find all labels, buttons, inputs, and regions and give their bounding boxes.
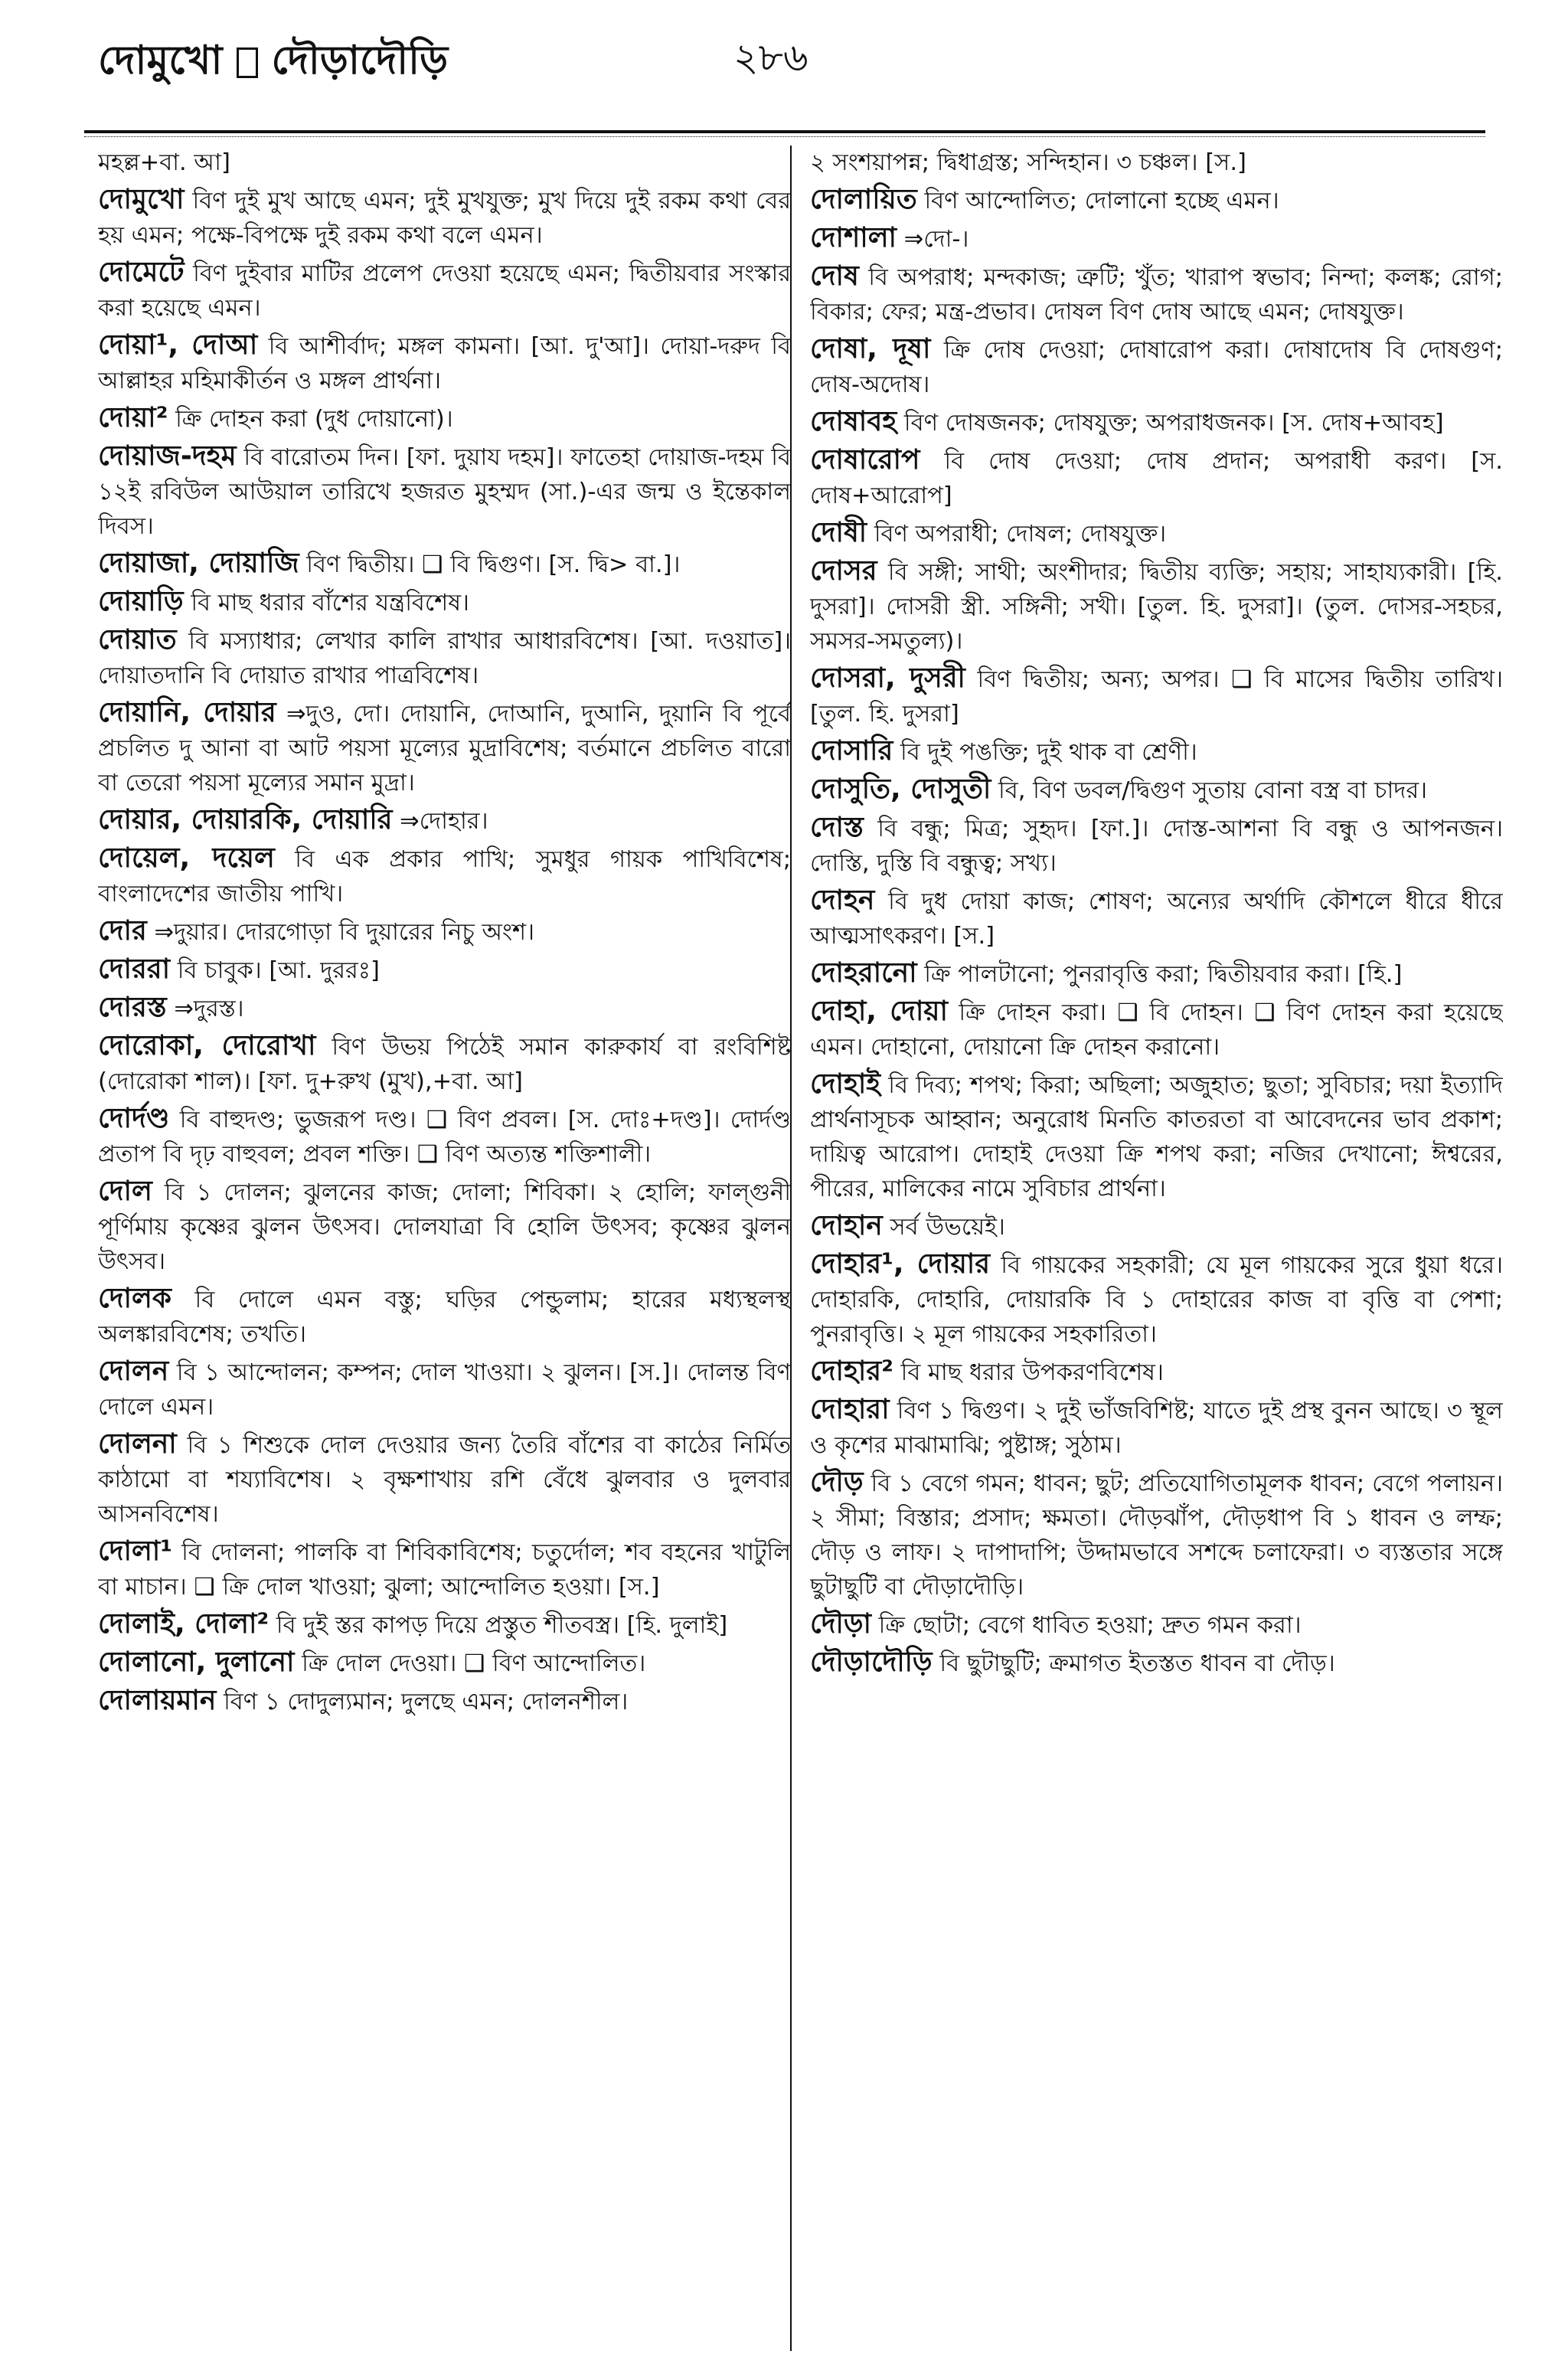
dictionary-entry <box>98 990 791 1026</box>
dictionary-entry <box>98 952 791 988</box>
entry-definition: ক্রি দোহন করা (দুধ দোয়ানো)। <box>175 406 453 433</box>
entry-headword: দোলন <box>98 1355 169 1387</box>
dictionary-entry <box>98 1281 791 1352</box>
left-guide-word: দোমুখো দৌড়াদৌড়ি <box>98 38 449 83</box>
entry-definition: ক্রি দোল দেওয়া। ❑ বিণ আন্দোলিত। <box>302 1650 646 1677</box>
entry-headword: দোসুতি, দোসুতী <box>810 773 991 805</box>
dictionary-entry <box>98 1645 791 1681</box>
entry-headword: দোয়ানি, দোয়ার <box>98 697 276 728</box>
dictionary-entry <box>810 772 1503 808</box>
dictionary-entry <box>810 182 1503 218</box>
dictionary-entry <box>98 914 791 950</box>
dictionary-entry <box>810 146 1503 180</box>
separator-box-icon <box>237 47 258 78</box>
dictionary-entry <box>810 956 1503 992</box>
entry-definition: বি দুধ দোয়া কাজ; শোষণ; অন্যের অর্থাদি কৌশলে ধীরে ধীরে আত্মসাৎকরণ। [স.] <box>810 888 1503 950</box>
entry-definition: বি দোষ দেওয়া; দোষ প্রদান; অপরাধী করণ। [স. দোষ+আরোপ] <box>810 448 1503 509</box>
dictionary-entry <box>810 1208 1503 1244</box>
entry-headword: দোর্দণ্ড <box>98 1103 170 1134</box>
entry-headword: দোসারি <box>810 735 893 767</box>
entry-headword: দোরোকা, দোরোখা <box>98 1030 316 1061</box>
dictionary-entry <box>810 734 1503 770</box>
entry-headword: দোষারোপ <box>810 444 920 476</box>
dictionary-entry <box>810 1067 1503 1206</box>
entry-definition: বিণ দুইবার মাটির প্রলেপ দেওয়া হয়েছে এমন; দ্বিতীয়বার সংস্কার করা হয়েছে এমন। <box>98 260 791 322</box>
entry-headword: দোষাবহ <box>810 406 897 437</box>
entry-definition: ⇒দুরস্ত। <box>174 996 244 1022</box>
entry-headword: দোশালা <box>810 222 897 253</box>
entry-headword: দৌড়া <box>810 1608 871 1640</box>
entry-headword: দোয়াজ-দহম <box>98 440 237 472</box>
entry-definition: বি এক প্রকার পাখি; সুমধুর গায়ক পাখিবিশেষ; বাংলাদেশের জাতীয় পাখি। <box>98 846 791 907</box>
dictionary-entry <box>98 255 791 325</box>
entry-definition: বিণ দুই মুখ আছে এমন; দুই মুখযুক্ত; মুখ দিয়ে দুই রকম কথা বের হয় এমন; পক্ষে-বিপক্ষে দুই রকম কথা বলে এমন। <box>98 188 791 249</box>
dictionary-entry <box>810 1392 1503 1463</box>
header-rule <box>84 130 1485 133</box>
entry-headword: দোয়া¹, দোআ <box>98 329 258 361</box>
entry-headword: দোয়াত <box>98 624 177 656</box>
entry-definition: বিণ উভয় পিঠেই সমান কারুকার্য বা রংবিশিষ্ট (দোরোকা শাল)। [ফা. দু+রুখ (মুখ),+বা. আ] <box>98 1034 791 1095</box>
entry-definition: ক্রি দোষ দেওয়া; দোষারোপ করা। দোষাদোষ বি দোষগুণ; দোষ-অদোষ। <box>810 337 1503 398</box>
dictionary-entry <box>98 1534 791 1604</box>
right-column <box>810 146 1503 2343</box>
entry-definition: বি দিব্য; শপথ; কিরা; অছিলা; অজুহাত; ছুতা; সুবিচার; দয়া ইত্যাদি প্রার্থনাসূচক আহ্বান; অনুরোধ মিনতি কাতরতা বা আবেদনের ভাব প্রকাশ; দায়িত্ব আরোপ। দোহাই দেওয়া ক্রি শপথ করা; নজির দেখানো; ঈশ্বরের, পীরের, মালিকের নামে সুবিচার প্রার্থনা। <box>810 1072 1503 1202</box>
entry-headword: দোহার² <box>810 1355 893 1387</box>
entry-headword: দোয়েল, দয়েল <box>98 842 275 874</box>
dictionary-entry <box>98 695 791 800</box>
entry-definition: মহল্ল+বা. আ] <box>98 149 230 176</box>
dictionary-entry <box>98 546 791 582</box>
dictionary-entry <box>810 259 1503 329</box>
dictionary-entry <box>98 1174 791 1279</box>
entry-headword: দৌড়াদৌড়ি <box>810 1646 933 1678</box>
entry-definition: বি, বিণ ডবল/দ্বিগুণ সুতায় বোনা বস্ত্র বা চাদর। <box>998 777 1428 804</box>
entry-definition: বি মাছ ধরার বাঁশের যন্ত্রবিশেষ। <box>191 590 469 616</box>
dictionary-entry <box>98 1683 791 1719</box>
header-rule-dotted <box>84 136 1485 137</box>
entry-definition: বি বারোতম দিন। [ফা. দুয়ায দহম]। ফাতেহা দোয়াজ-দহম বি ১২ই রবিউল আউয়াল তারিখে হজরত মুহম্মদ (সা.)-এর জন্ম ও ইন্তেকাল দিবস। <box>98 444 791 540</box>
dictionary-entry <box>810 1465 1503 1604</box>
entry-headword: দোহারা <box>810 1394 890 1425</box>
entry-definition: বি দোলনা; পালকি বা শিবিকাবিশেষ; চতুর্দোল; শব বহনের খাটুলি বা মাচান। ❑ ক্রি দোল খাওয়া; ঝুলা; আন্দোলিত হওয়া। [স.] <box>98 1539 791 1601</box>
entry-headword: দোলায়মান <box>98 1685 217 1716</box>
entry-definition: ⇒দুয়ার। দোরগোড়া বি দুয়ারের নিচু অংশ। <box>154 919 534 946</box>
dictionary-entry <box>98 1427 791 1532</box>
entry-headword: দোয়া² <box>98 402 168 433</box>
entry-headword: দোয়ার, দোয়ারকি, দোয়ারি <box>98 804 393 835</box>
dictionary-entry <box>98 1028 791 1099</box>
dictionary-entry <box>98 1354 791 1424</box>
entry-definition: বি বাহুদণ্ড; ভুজরূপ দণ্ড। ❑ বিণ প্রবল। [স. দোঃ+দণ্ড]। দোর্দণ্ড প্রতাপ বি দৃঢ় বাহুবল; প্রবল শক্তি। ❑ বিণ অত্যন্ত শক্তিশালী। <box>98 1107 791 1168</box>
entry-headword: দোষী <box>810 517 867 548</box>
entry-definition: বিণ আন্দোলিত; দোলানো হচ্ছে এমন। <box>924 188 1279 214</box>
entry-headword: দোষা, দূষা <box>810 333 931 365</box>
column-divider <box>790 146 792 2351</box>
entry-definition: বি গায়কের সহকারী; যে মূল গায়কের সুরে ধুয়া ধরে। দোহারকি, দোহারি, দোয়ারকি বি ১ দোহারের কাজ বা বৃত্তি বা পেশা; পুনরাবৃত্তি। ২ মূল গায়কের সহকারিতা। <box>810 1252 1503 1348</box>
entry-definition: ক্রি দোহন করা। ❑ বি দোহন। ❑ বিণ দোহন করা হয়েছে এমন। দোহানো, দোয়ানো ক্রি দোহন করানো। <box>810 999 1503 1061</box>
dictionary-entry <box>810 1645 1503 1681</box>
entry-definition: বি চাবুক। [আ. দুররঃ] <box>177 957 380 984</box>
entry-headword: দোহার¹, দোয়ার <box>810 1248 991 1280</box>
entry-headword: দোসর <box>810 555 877 587</box>
entry-definition: বিণ ১ দোদুল্যমান; দুলছে এমন; দোলনশীল। <box>224 1689 629 1715</box>
dictionary-entry <box>98 1607 791 1643</box>
dictionary-entry <box>98 401 791 437</box>
entry-headword: দোমুখো <box>98 184 185 215</box>
entry-headword: দোলানো, দুলানো <box>98 1646 295 1678</box>
entry-definition: বি অপরাধ; মন্দকাজ; ত্রুটি; খুঁত; খারাপ স্বভাব; নিন্দা; কলঙ্ক; রোগ; বিকার; ফের; মন্ত্র-প্রভাব। দোষল বিণ দোষ আছে এমন; দোষযুক্ত। <box>810 264 1503 325</box>
page-number: ২৮৬ <box>733 35 808 80</box>
dictionary-entry <box>810 1247 1503 1352</box>
entry-headword: দোর <box>98 915 147 947</box>
entry-definition: বি আশীর্বাদ; মঙ্গল কামনা। [আ. দু'আ]। দোয়া-দরুদ বি আল্লাহর মহিমাকীর্তন ও মঙ্গল প্রার্থনা। <box>98 333 791 394</box>
entry-headword: দোহা, দোয়া <box>810 996 948 1027</box>
entry-definition: বিণ দোষজনক; দোষযুক্ত; অপরাধজনক। [স. দোষ+আবহ] <box>903 410 1444 437</box>
dictionary-entry <box>98 146 791 180</box>
entry-headword: দোলাই, দোলা² <box>98 1608 270 1640</box>
entry-definition: বিণ অপরাধী; দোষল; দোষযুক্ত। <box>874 521 1167 548</box>
dictionary-entry <box>810 554 1503 659</box>
dictionary-entry <box>810 443 1503 513</box>
entry-definition: বি দোলে এমন বস্তু; ঘড়ির পেন্ডুলাম; হারের মধ্যস্থলস্থ অলঙ্কারবিশেষ; তখতি। <box>98 1287 791 1348</box>
dictionary-entry <box>98 328 791 398</box>
dictionary-entry <box>810 994 1503 1064</box>
entry-definition: বি ১ দোলন; ঝুলনের কাজ; দোলা; শিবিকা। ২ হোলি; ফাল্গুনী পূর্ণিমায় কৃষ্ণের ঝুলন উৎসব। দোলযাত্রা বি হোলি উৎসব; কৃষ্ণের ঝুলন উৎসব। <box>98 1179 791 1275</box>
entry-headword: দোয়াজা, দোয়াজি <box>98 548 299 579</box>
entry-headword: দোলা¹ <box>98 1535 172 1567</box>
entry-definition: বি ছুটাছুটি; ক্রমাগত ইতস্তত ধাবন বা দৌড়। <box>939 1650 1335 1677</box>
dictionary-entry <box>98 841 791 911</box>
entry-headword: দোহান <box>810 1210 883 1241</box>
entry-headword: দোহন <box>810 885 875 916</box>
entry-definition: ২ সংশয়াপন্ন; দ্বিধাগ্রস্ত; সন্দিহান। ৩ চঞ্চল। [স.] <box>810 149 1246 176</box>
dictionary-entry <box>98 803 791 839</box>
entry-definition: বি দুই পঙক্তি; দুই থাক বা শ্রেণী। <box>900 739 1197 766</box>
entry-definition: বি বন্ধু; মিত্র; সুহৃদ। [ফা.]। দোস্ত-আশনা বি বন্ধু ও আপনজন। দোস্তি, দুস্তি বি বন্ধুত্ব; সখ্য। <box>810 816 1503 877</box>
entry-definition: ⇒দোহার। <box>400 808 488 835</box>
entry-definition: বি সঙ্গী; সাথী; অংশীদার; দ্বিতীয় ব্যক্তি; সহায়; সাহায্যকারী। [হি. দুসরা]। দোসরী স্ত্রী. সঙ্গিনী; সখী। [তুল. হি. দুসরা]। (তুল. দোসর-সহচর, সমসর-সমতুল্য)। <box>810 559 1503 655</box>
entry-definition: ক্রি ছোটা; বেগে ধাবিত হওয়া; দ্রুত গমন করা। <box>878 1612 1302 1639</box>
entry-definition: বি ১ শিশুকে দোল দেওয়ার জন্য তৈরি বাঁশের বা কাঠের নির্মিত কাঠামো বা শয্যাবিশেষ। ২ বৃক্ষশাখায় রশি বেঁধে ঝুলবার ও দুলবার আসনবিশেষ। <box>98 1432 791 1528</box>
left-column <box>98 146 791 2343</box>
entry-definition: সর্ব উভয়েই। <box>890 1214 1005 1241</box>
entry-headword: দোহরানো <box>810 957 917 989</box>
entry-definition: ⇒দুও, দো। দোয়ানি, দোআনি, দুআনি, দুয়ানি বি পূর্বে প্রচলিত দু আনা বা আট পয়সা মূল্যের মুদ্রাবিশেষ; বর্তমানে প্রচলিত বারো বা তেরো পয়সা মূল্যের সমান মুদ্রা। <box>98 701 791 796</box>
entry-definition: বিণ দ্বিতীয়; অন্য; অপর। ❑ বি মাসের দ্বিতীয় তারিখ। [তুল. হি. দুসরা] <box>810 666 1503 728</box>
entry-headword: দোলনা <box>98 1428 177 1460</box>
right-guide-word: দৌড়াদৌড়ি <box>271 38 449 83</box>
dictionary-entry <box>810 883 1503 953</box>
dictionary-entry <box>98 623 791 693</box>
dictionary-entry <box>98 439 791 544</box>
entry-headword: দোষ <box>810 260 859 292</box>
dictionary-entry <box>810 332 1503 402</box>
entry-headword: দোসরা, দুসরী <box>810 662 965 694</box>
dictionary-entry <box>810 1607 1503 1643</box>
entry-definition: বি ১ বেগে গমন; ধাবন; ছুট; প্রতিযোগিতামূলক ধাবন; বেগে পলায়ন। ২ সীমা; বিস্তার; প্রসাদ; ক্ষমতা। দৌড়ঝাঁপ, দৌড়ধাপ বি ১ ধাবন ও লম্ফ; দৌড় ও লাফ। ২ দাপাদাপি; উদ্দামভাবে সশব্দে চলাফেরা। ৩ ব্যস্ততার সঙ্গে ছুটাছুটি বা দৌড়াদৌড়ি। <box>810 1470 1503 1601</box>
dictionary-entry <box>810 515 1503 551</box>
dictionary-entry <box>98 182 791 253</box>
entry-headword: দোরস্ত <box>98 992 167 1023</box>
entry-headword: দোলায়িত <box>810 184 917 215</box>
entry-definition: ⇒দো-। <box>903 226 969 253</box>
entry-headword: দোস্ত <box>810 812 864 843</box>
dictionary-entry <box>810 661 1503 731</box>
entry-headword: দোররা <box>98 953 171 985</box>
entry-headword: দোল <box>98 1176 152 1207</box>
dictionary-entry <box>98 584 791 620</box>
entry-definition: বি মাছ ধরার উপকরণবিশেষ। <box>900 1359 1164 1386</box>
entry-headword: দোলক <box>98 1283 172 1314</box>
entry-definition: বিণ দ্বিতীয়। ❑ বি দ্বিগুণ। [স. দ্বি> বা.]। <box>306 551 681 578</box>
entry-definition: বি ১ আন্দোলন; কম্পন; দোল খাওয়া। ২ ঝুলন। [স.]। দোলন্ত বিণ দোলে এমন। <box>98 1359 791 1421</box>
dictionary-entry <box>810 810 1503 881</box>
entry-headword: দোহাই <box>810 1068 881 1100</box>
page-header <box>98 23 1484 84</box>
entry-definition: বিণ ১ দ্বিগুণ। ২ দুই ভাঁজবিশিষ্ট; যাতে দুই প্রস্থ বুনন আছে। ৩ স্থূল ও কৃশের মাঝামাঝি; পুষ্টাঙ্গ; সুঠাম। <box>810 1398 1503 1459</box>
entry-headword: দোমেটে <box>98 257 185 288</box>
entry-definition: বি দুই স্তর কাপড় দিয়ে প্রস্তুত শীতবস্ত্র। [হি. দুলাই] <box>276 1612 728 1639</box>
dictionary-entry <box>810 404 1503 440</box>
dictionary-entry <box>810 1354 1503 1390</box>
dictionary-entry <box>98 1101 791 1172</box>
entry-definition: ক্রি পালটানো; পুনরাবৃত্তি করা; দ্বিতীয়বার করা। [হি.] <box>924 961 1403 988</box>
entry-definition: বি মস্যাধার; লেখার কালি রাখার আধারবিশেষ। [আ. দওয়াত]। দোয়াতদানি বি দোয়াত রাখার পাত্রবিশেষ। <box>98 628 791 689</box>
entry-headword: দোয়াড়ি <box>98 586 184 617</box>
entry-headword: দৌড় <box>810 1467 864 1498</box>
dictionary-entry <box>810 221 1503 257</box>
